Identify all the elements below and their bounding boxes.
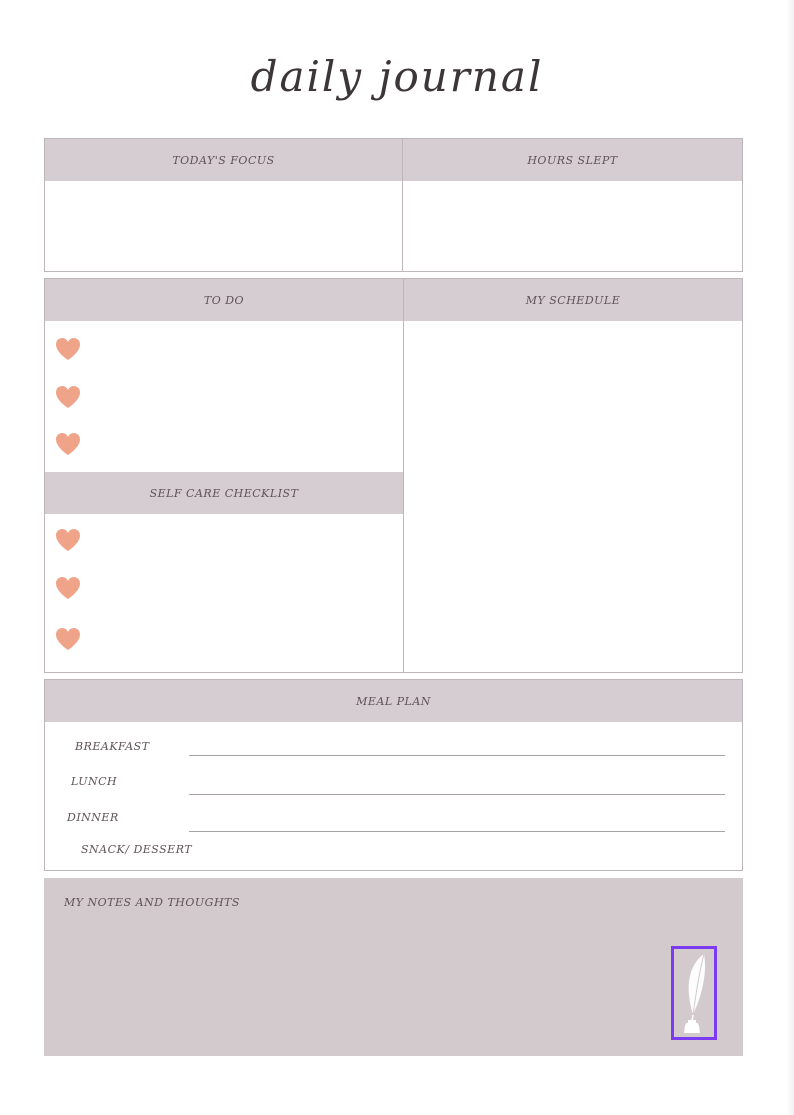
focus-label: TODAY'S FOCUS	[172, 153, 275, 167]
page-title: daily journal	[250, 52, 544, 101]
meal-label: MEAL PLAN	[356, 694, 431, 708]
quill-icon	[677, 951, 711, 1035]
meal-header	[45, 680, 742, 722]
schedule-header	[404, 279, 742, 321]
heart-icon[interactable]	[55, 528, 81, 552]
lunch-label: LUNCH	[71, 775, 118, 788]
meal-plan-section	[44, 679, 743, 871]
heart-icon[interactable]	[55, 576, 81, 600]
breakfast-line[interactable]	[189, 755, 725, 756]
focus-hours-section	[44, 138, 743, 272]
hours-area[interactable]	[403, 181, 742, 271]
lunch-line[interactable]	[189, 794, 725, 795]
hours-label: HOURS SLEPT	[527, 153, 618, 167]
selfcare-header	[45, 472, 403, 514]
page-edge-shadow	[786, 0, 794, 1115]
heart-icon[interactable]	[55, 432, 81, 456]
selfcare-label: SELF CARE CHECKLIST	[149, 486, 299, 500]
heart-icon[interactable]	[55, 627, 81, 651]
todo-label: TO DO	[203, 293, 245, 307]
todo-schedule-section	[44, 278, 743, 673]
hours-header	[403, 139, 742, 181]
notes-label: MY NOTES AND THOUGHTS	[64, 896, 240, 909]
snack-label: SNACK/ DESSERT	[81, 843, 193, 856]
quill-button[interactable]	[671, 946, 717, 1040]
dinner-label: DINNER	[67, 811, 119, 824]
schedule-label: MY SCHEDULE	[525, 293, 621, 307]
dinner-line[interactable]	[189, 831, 725, 832]
schedule-area[interactable]	[404, 321, 742, 672]
focus-header	[45, 139, 402, 181]
breakfast-label: BREAKFAST	[75, 740, 150, 753]
focus-area[interactable]	[45, 181, 402, 271]
heart-icon[interactable]	[55, 385, 81, 409]
todo-header	[45, 279, 403, 321]
notes-section[interactable]	[44, 878, 743, 1056]
heart-icon[interactable]	[55, 337, 81, 361]
